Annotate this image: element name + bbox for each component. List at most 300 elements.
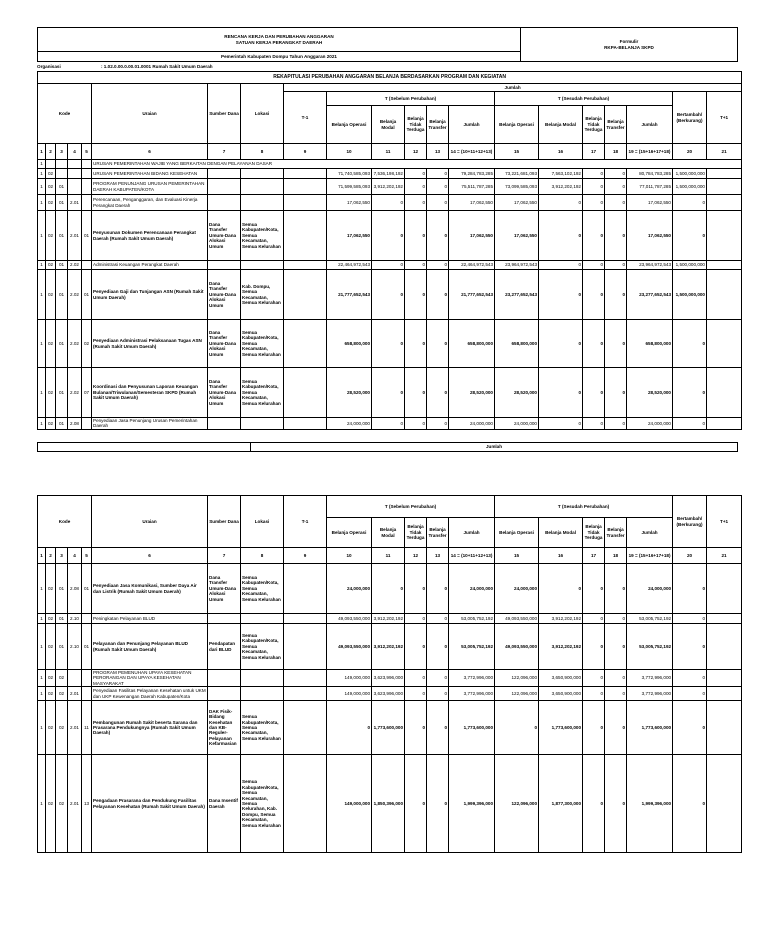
- table-row: [38, 195, 742, 211]
- value-cell: 0: [405, 687, 427, 701]
- value-cell: 28,520,000: [327, 368, 372, 418]
- value-cell: 3,912,202,192: [539, 624, 583, 670]
- col-jumlah-before: Jumlah: [449, 106, 495, 144]
- value-cell: [707, 320, 742, 368]
- value-cell: 0: [605, 261, 627, 270]
- col-before-2: T (Sebelum Perubahan): [327, 496, 495, 518]
- code-cell: 2.10: [68, 614, 82, 624]
- code-cell: 02: [56, 701, 68, 755]
- code-cell: 02: [46, 670, 56, 687]
- code-cell: 1: [38, 701, 46, 755]
- value-cell: 1,500,000,000: [673, 270, 707, 320]
- code-cell: 02: [82, 320, 92, 368]
- lokasi-cell: [241, 418, 284, 430]
- value-cell: 122,096,000: [495, 755, 539, 853]
- value-cell: 0: [583, 195, 605, 211]
- value-cell: [707, 270, 742, 320]
- value-cell: [707, 670, 742, 687]
- value-cell: 24,000,000: [627, 418, 673, 430]
- col-jumlah-after: Jumlah: [627, 106, 673, 144]
- hdr-col-number: 14 = (10+11+12+13): [449, 144, 495, 160]
- page-section-1: [37, 27, 737, 452]
- col-uraian: Uraian: [92, 84, 208, 144]
- lokasi-cell: Semua Kabupaten/Kota, Semua Kecamatan, Semua Kelurahan: [241, 701, 284, 755]
- value-cell: 0: [673, 755, 707, 853]
- value-cell: 0: [372, 195, 405, 211]
- value-cell: 3,650,900,000: [539, 670, 583, 687]
- value-cell: 149,000,000: [327, 670, 372, 687]
- t-minus-cell: [284, 169, 327, 179]
- value-cell: 0: [372, 418, 405, 430]
- hdr-col-number: 6: [92, 144, 208, 160]
- uraian-cell: Penyediaan Jasa Komunikasi, Sumber Daya Air dan Listrik (Rumah Sakit Umum Daerah): [92, 564, 208, 614]
- value-cell: 3,772,996,000: [449, 670, 495, 687]
- lokasi-cell: [241, 261, 284, 270]
- uraian-cell: PROGRAM PENUNJANG URUSAN PEMERINTAHAN DAERAH KABUPATEN/KOTA: [92, 179, 208, 195]
- value-cell: 17,062,550: [449, 195, 495, 211]
- hdr2-col-number: 5: [82, 548, 92, 564]
- value-cell: 0: [427, 179, 449, 195]
- value-cell: 0: [539, 320, 583, 368]
- value-cell: 0: [605, 179, 627, 195]
- value-cell: 0: [673, 368, 707, 418]
- recap-title: REKAPITULASI PERUBAHAN ANGGARAN BELANJA BERDASARKAN PROGRAM DAN KEGIATAN: [38, 72, 742, 84]
- sumber-dana-cell: DAK Fisik-Bidang Kesehatan dan KB-Reguler-Pelayanan Kefarmasian: [208, 701, 241, 755]
- value-cell: [707, 169, 742, 179]
- value-cell: 17,062,550: [327, 195, 372, 211]
- footer-blank: [38, 442, 251, 451]
- code-cell: 1: [38, 179, 46, 195]
- uraian-cell: Penyediaan Fasilitas Pelayanan Kesehatan untuk UKM dan UKP Kewenangan Daerah Kabupaten/Kota: [93, 688, 206, 699]
- value-cell: 21,777,652,543: [327, 270, 372, 320]
- uraian-cell: PROGRAM PEMENUHAN UPAYA KESEHATAN PERORANGAN DAN UPAYA KESEHATAN MASYARAKAT: [92, 670, 208, 687]
- uraian-cell: Penyediaan Jasa Penunjang Urusan Pemerintahan Daerah: [92, 418, 208, 430]
- value-cell: 21,777,652,543: [449, 270, 495, 320]
- footer-jumlah: Jumlah: [251, 442, 738, 451]
- col-belanja-transfer-2: Belanja Transfer: [427, 518, 449, 548]
- code-cell: 01: [56, 614, 68, 624]
- t-minus-cell: [284, 614, 327, 624]
- col-sumber-dana-2: Sumber Dana: [208, 496, 241, 548]
- value-cell: 49,093,550,000: [327, 614, 372, 624]
- value-cell: 0: [583, 564, 605, 614]
- value-cell: 0: [405, 755, 427, 853]
- value-cell: 0: [605, 211, 627, 261]
- col-t-minus-2: T-1: [284, 496, 327, 548]
- value-cell: 0: [405, 418, 427, 430]
- t-minus-cell: [284, 670, 327, 687]
- value-cell: 17,062,550: [495, 211, 539, 261]
- hdr-col-number: 7: [208, 144, 241, 160]
- code-cell: [82, 687, 92, 701]
- footer-table: [37, 442, 738, 452]
- value-cell: 28,520,000: [495, 368, 539, 418]
- value-cell: 0: [427, 195, 449, 211]
- hdr-col-number: 10: [327, 144, 372, 160]
- code-cell: [82, 418, 92, 430]
- hdr2-col-number: 10: [327, 548, 372, 564]
- value-cell: 0: [673, 320, 707, 368]
- code-cell: 02: [46, 169, 56, 179]
- code-cell: [56, 169, 68, 179]
- value-cell: 1,773,600,000: [449, 701, 495, 755]
- value-cell: 0: [673, 687, 707, 701]
- value-cell: 0: [583, 624, 605, 670]
- code-cell: 02: [46, 179, 56, 195]
- value-cell: 0: [372, 368, 405, 418]
- code-cell: 02: [46, 418, 56, 430]
- value-cell: [707, 261, 742, 270]
- hdr-col-number: 4: [68, 144, 82, 160]
- code-cell: [68, 670, 82, 687]
- value-cell: 17,062,550: [449, 211, 495, 261]
- col-sumber-dana: Sumber Dana: [208, 84, 241, 144]
- table-row: [38, 368, 742, 418]
- value-cell: [707, 624, 742, 670]
- code-cell: 1: [38, 624, 46, 670]
- value-cell: 3,650,900,000: [539, 687, 583, 701]
- code-cell: 1: [38, 261, 46, 270]
- value-cell: [707, 701, 742, 755]
- value-cell: 0: [405, 211, 427, 261]
- value-cell: [707, 614, 742, 624]
- code-cell: [82, 179, 92, 195]
- code-cell: 01: [56, 211, 68, 261]
- hdr2-col-number: 15: [495, 548, 539, 564]
- value-cell: 149,000,000: [327, 755, 372, 853]
- code-cell: 01: [56, 195, 68, 211]
- value-cell: 0: [605, 755, 627, 853]
- value-cell: 24,000,000: [327, 418, 372, 430]
- value-cell: 0: [673, 670, 707, 687]
- t-minus-cell: [284, 320, 327, 368]
- value-cell: 3,623,996,000: [372, 670, 405, 687]
- code-cell: 02: [46, 564, 56, 614]
- col-before: T (Sebelum Perubahan): [327, 92, 495, 106]
- value-cell: 0: [405, 320, 427, 368]
- sumber-dana-cell: Dana Transfer Umum-Dana Alokasi Umum: [208, 564, 241, 614]
- value-cell: 0: [405, 368, 427, 418]
- value-cell: 0: [605, 195, 627, 211]
- code-cell: 2.01: [68, 687, 82, 701]
- code-cell: 01: [56, 368, 68, 418]
- col-kode: Kode: [38, 84, 92, 144]
- table-row: [38, 179, 742, 195]
- value-cell: 0: [583, 261, 605, 270]
- hdr2-col-number: 4: [68, 548, 82, 564]
- hdr2-col-number: 17: [583, 548, 605, 564]
- t-minus-cell: [284, 179, 327, 195]
- value-cell: [707, 179, 742, 195]
- value-cell: 0: [605, 614, 627, 624]
- hdr-col-number: 17: [583, 144, 605, 160]
- code-cell: 1: [38, 564, 46, 614]
- table-row: [38, 755, 742, 853]
- value-cell: 0: [405, 624, 427, 670]
- value-cell: [707, 564, 742, 614]
- hdr2-col-number: 12: [405, 548, 427, 564]
- value-cell: 53,005,752,192: [627, 624, 673, 670]
- value-cell: 0: [405, 179, 427, 195]
- code-cell: [82, 195, 92, 211]
- code-cell: 13: [82, 755, 92, 853]
- value-cell: 0: [427, 169, 449, 179]
- doc-title: RENCANA KERJA DAN PERUBAHAN ANGGARAN SATUAN KERJA PERANGKAT DAERAH: [38, 28, 521, 52]
- value-cell: 0: [673, 195, 707, 211]
- t-minus-cell: [284, 195, 327, 211]
- uraian-cell: Peningkatan Pelayanan BLUD: [92, 614, 208, 624]
- value-cell: 0: [673, 418, 707, 430]
- table-row: [38, 211, 742, 261]
- value-cell: 0: [539, 261, 583, 270]
- value-cell: [707, 195, 742, 211]
- col-belanja-operasi: Belanja Operasi: [327, 106, 372, 144]
- value-cell: 0: [427, 755, 449, 853]
- code-cell: [68, 160, 82, 169]
- code-cell: 2.02: [68, 320, 82, 368]
- hdr2-col-number: 13: [427, 548, 449, 564]
- value-cell: 22,464,972,543: [449, 261, 495, 270]
- uraian-cell: Koordinasi dan Penyusunan Laporan Keuangan Bulanan/Triwulanan/Semesteran SKPD (Rumah Sakit Umum Daerah): [92, 368, 208, 418]
- value-cell: 23,277,652,543: [627, 270, 673, 320]
- hdr-col-number: 12: [405, 144, 427, 160]
- hdr-col-number: 3: [56, 144, 68, 160]
- value-cell: 0: [405, 614, 427, 624]
- value-cell: 1,773,600,000: [372, 701, 405, 755]
- value-cell: 0: [372, 320, 405, 368]
- code-cell: 02: [46, 701, 56, 755]
- value-cell: 0: [673, 701, 707, 755]
- value-cell: 0: [405, 270, 427, 320]
- uraian-cell: URUSAN PEMERINTAHAN WAJIB YANG BERKAITAN DENGAN PELAYANAN DASAR: [92, 160, 742, 169]
- code-cell: [56, 160, 68, 169]
- value-cell: 0: [405, 195, 427, 211]
- organisasi-line: [37, 62, 737, 71]
- column-number-row-2: [38, 548, 742, 564]
- value-cell: 0: [583, 169, 605, 179]
- recap-table: [37, 71, 742, 430]
- sumber-dana-cell: [208, 195, 241, 211]
- hdr-col-number: 19 = (15+16+17+18): [627, 144, 673, 160]
- value-cell: 0: [673, 624, 707, 670]
- code-cell: 2.08: [68, 564, 82, 614]
- value-cell: 1,877,300,000: [539, 755, 583, 853]
- code-cell: 02: [56, 670, 68, 687]
- value-cell: 3,912,202,192: [539, 614, 583, 624]
- sumber-dana-cell: Pendapatan dari BLUD: [208, 624, 241, 670]
- hdr2-col-number: 21: [707, 548, 742, 564]
- t-minus-cell: [284, 261, 327, 270]
- value-cell: 1,773,600,000: [539, 701, 583, 755]
- sumber-dana-cell: [208, 261, 241, 270]
- value-cell: 0: [427, 211, 449, 261]
- code-cell: [82, 670, 92, 687]
- code-cell: 01: [82, 564, 92, 614]
- value-cell: 17,062,550: [627, 211, 673, 261]
- value-cell: 0: [427, 261, 449, 270]
- value-cell: 3,912,202,192: [372, 624, 405, 670]
- col-t-plus: T+1: [707, 92, 742, 144]
- form-code: RKPA-BELANJA SKPD: [604, 44, 654, 50]
- value-cell: 24,000,000: [495, 418, 539, 430]
- value-cell: 0: [583, 418, 605, 430]
- value-cell: 0: [605, 368, 627, 418]
- col-belanja-modal-2: Belanja Modal: [372, 518, 405, 548]
- value-cell: 1,850,396,000: [372, 755, 405, 853]
- value-cell: 0: [405, 169, 427, 179]
- code-cell: 2.02: [68, 261, 82, 270]
- code-cell: 1: [38, 755, 46, 853]
- org-label: Organisasi: [37, 64, 61, 69]
- code-cell: 01: [56, 270, 68, 320]
- code-cell: 2.01: [68, 701, 82, 755]
- value-cell: 0: [583, 270, 605, 320]
- code-cell: 07: [82, 368, 92, 418]
- lokasi-cell: Semua Kabupaten/Kota, Semua Kecamatan, Semua Kelurahan: [241, 320, 284, 368]
- t-minus-cell: [284, 418, 327, 430]
- uraian-cell: Penyusunan Dokumen Perencanaan Perangkat Daerah (Rumah Sakit Umum Daerah): [92, 211, 208, 261]
- code-cell: 02: [46, 687, 56, 701]
- value-cell: 0: [583, 755, 605, 853]
- hdr2-col-number: 14 = (10+11+12+13): [449, 548, 495, 564]
- value-cell: 3,912,202,192: [539, 179, 583, 195]
- hdr-col-number: 18: [605, 144, 627, 160]
- value-cell: 28,520,000: [627, 368, 673, 418]
- hdr-col-number: 13: [427, 144, 449, 160]
- sumber-dana-cell: [208, 687, 241, 701]
- code-cell: 1: [38, 320, 46, 368]
- value-cell: 1,500,000,000: [673, 261, 707, 270]
- value-cell: 0: [583, 670, 605, 687]
- value-cell: 0: [673, 211, 707, 261]
- gov-line: Pemerintah Kabupaten Dompu Tahun Anggaran 2021: [38, 52, 521, 62]
- value-cell: 122,096,000: [495, 670, 539, 687]
- lokasi-cell: [241, 195, 284, 211]
- code-cell: [82, 261, 92, 270]
- sumber-dana-cell: [208, 670, 241, 687]
- value-cell: 71,599,585,093: [327, 179, 372, 195]
- value-cell: 658,800,000: [627, 320, 673, 368]
- value-cell: 0: [583, 614, 605, 624]
- hdr-col-number: 9: [284, 144, 327, 160]
- value-cell: 1,999,396,000: [627, 755, 673, 853]
- lokasi-cell: [241, 687, 284, 701]
- value-cell: 3,623,996,000: [372, 687, 405, 701]
- table-row: [38, 670, 742, 687]
- col-t-minus: T-1: [284, 92, 327, 144]
- value-cell: 28,520,000: [449, 368, 495, 418]
- col-belanja-modal-after: Belanja Modal: [539, 106, 583, 144]
- hdr2-col-number: 9: [284, 548, 327, 564]
- code-cell: 2.02: [68, 368, 82, 418]
- value-cell: 149,000,000: [327, 687, 372, 701]
- value-cell: 80,784,783,285: [627, 169, 673, 179]
- code-cell: 01: [56, 179, 68, 195]
- value-cell: 23,277,652,543: [495, 270, 539, 320]
- col-kode-2: Kode: [38, 496, 92, 548]
- value-cell: 0: [372, 564, 405, 614]
- code-cell: 1: [38, 160, 46, 169]
- value-cell: 0: [583, 687, 605, 701]
- hdr-col-number: 21: [707, 144, 742, 160]
- value-cell: 73,221,681,093: [495, 169, 539, 179]
- col-belanja-modal-after-2: Belanja Modal: [539, 518, 583, 548]
- code-cell: 1: [38, 270, 46, 320]
- value-cell: 0: [605, 418, 627, 430]
- value-cell: 1,773,600,000: [627, 701, 673, 755]
- table-row: [38, 564, 742, 614]
- sumber-dana-cell: [208, 614, 241, 624]
- lokasi-cell: Semua Kabupaten/Kota, Semua Kecamatan, Semua Kelurahan, Kab. Dompu, Semua Kecamatan, Semua Kelurahan: [241, 755, 284, 853]
- value-cell: 53,005,752,192: [627, 614, 673, 624]
- hdr2-col-number: 7: [208, 548, 241, 564]
- value-cell: 0: [673, 614, 707, 624]
- code-cell: [82, 160, 92, 169]
- value-cell: 0: [605, 687, 627, 701]
- code-cell: 02: [46, 320, 56, 368]
- hdr2-col-number: 3: [56, 548, 68, 564]
- t-minus-cell: [284, 624, 327, 670]
- value-cell: 3,772,996,000: [627, 670, 673, 687]
- code-cell: [82, 614, 92, 624]
- col-jumlah-after-2: Jumlah: [627, 518, 673, 548]
- col-belanja-tidak-terduga-after-2: Belanja Tidak Terduga: [583, 518, 605, 548]
- uraian-cell: Administrasi Keuangan Perangkat Daerah: [92, 261, 208, 270]
- sumber-dana-cell: Dana Transfer Umum-Dana Alokasi Umum: [208, 270, 241, 320]
- t-minus-cell: [284, 701, 327, 755]
- lokasi-cell: [241, 179, 284, 195]
- value-cell: 0: [427, 564, 449, 614]
- t-minus-cell: [284, 211, 327, 261]
- uraian-cell: Pengadaan Prasarana dan Pendukung Fasilitas Pelayanan Kesehatan (Rumah Sakit Umum Daerah): [92, 755, 208, 853]
- header-table: [37, 27, 738, 62]
- col-after: T (Sesudah Perubahan): [495, 92, 673, 106]
- lokasi-cell: Semua Kabupaten/Kota, Semua Kecamatan, Semua Kelurahan: [241, 564, 284, 614]
- value-cell: 7,536,198,192: [372, 169, 405, 179]
- form-label: Formulir: [619, 39, 639, 45]
- col-bertambah-2: Bertambah/ (Berkurang): [673, 496, 707, 548]
- value-cell: 73,099,585,093: [495, 179, 539, 195]
- code-cell: 02: [56, 687, 68, 701]
- lokasi-cell: Semua Kabupaten/Kota, Semua Kecamatan, Semua Kelurahan: [241, 211, 284, 261]
- value-cell: [707, 755, 742, 853]
- value-cell: [707, 687, 742, 701]
- code-cell: 1: [38, 169, 46, 179]
- hdr2-col-number: 20: [673, 548, 707, 564]
- value-cell: 0: [427, 670, 449, 687]
- value-cell: 0: [673, 564, 707, 614]
- value-cell: 1,500,000,000: [673, 179, 707, 195]
- t-minus-cell: [284, 270, 327, 320]
- table-row: [38, 624, 742, 670]
- code-cell: 02: [46, 261, 56, 270]
- code-cell: 02: [46, 624, 56, 670]
- table-row: [38, 320, 742, 368]
- value-cell: 0: [539, 418, 583, 430]
- code-cell: 01: [56, 564, 68, 614]
- code-cell: 1: [38, 614, 46, 624]
- value-cell: 0: [427, 701, 449, 755]
- code-cell: 2.10: [68, 624, 82, 670]
- sumber-dana-cell: [208, 179, 241, 195]
- value-cell: 1,999,396,000: [449, 755, 495, 853]
- value-cell: 49,093,550,000: [495, 614, 539, 624]
- col-lokasi: Lokasi: [241, 84, 284, 144]
- code-cell: 01: [56, 261, 68, 270]
- value-cell: 53,005,752,192: [449, 624, 495, 670]
- value-cell: 24,000,000: [627, 564, 673, 614]
- code-cell: [68, 179, 82, 195]
